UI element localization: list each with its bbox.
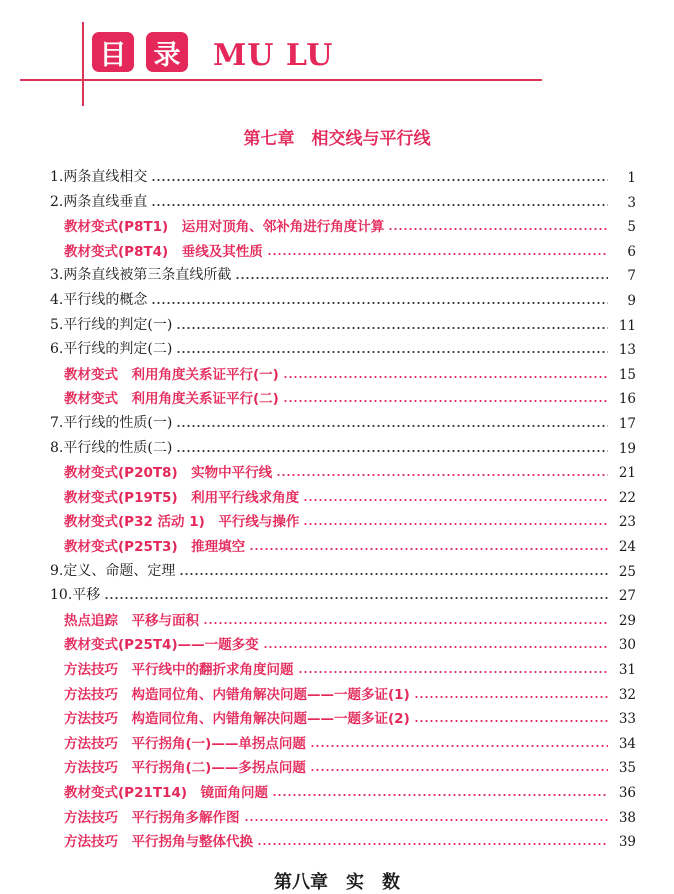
toc-entry[interactable] [64,631,636,653]
toc-entry-page: 5 [627,219,636,236]
chapter-8-heading: 第八章 实 数 [274,872,400,893]
toc-entry[interactable] [64,828,636,850]
toc-entry[interactable] [64,730,636,752]
header-horizontal-rule [20,79,542,81]
toc-entry-page: 36 [618,785,636,801]
toc-entry-label: 方法技巧 平行拐角与整体代换 [64,834,253,851]
toc-entry-label: 教材变式(P21T14) 镜面角问题 [64,785,269,801]
toc-entry-page: 27 [618,588,636,605]
toc-entry-page: 3 [627,194,636,211]
toc-entry[interactable] [64,656,636,678]
toc-entry[interactable] [50,410,636,432]
leader-dots [310,745,608,747]
toc-entry-label: 1.两条直线相交 [50,169,148,185]
toc-entry[interactable] [64,681,636,703]
toc-entry[interactable] [64,459,636,481]
leader-dots [267,253,608,255]
toc-entry[interactable] [50,582,636,604]
leader-dots [176,327,608,329]
toc-entry-page: 38 [618,809,636,826]
toc-entry-page: 9 [627,293,636,309]
toc-entry[interactable] [50,336,636,358]
toc-entry[interactable] [50,189,636,211]
toc-entry-label: 热点追踪 平移与面积 [64,612,199,629]
toc-entry-page: 25 [618,563,636,580]
toc-entry-label: 教材变式(P20T8) 实物中平行线 [64,465,273,482]
toc-entry-label: 3.两条直线被第三条直线所截 [50,267,232,284]
toc-entry-label: 教材变式(P25T4)——一题多变 [64,637,259,654]
toc-entry-label: 2.两条直线垂直 [50,193,148,210]
toc-entry-page: 11 [618,317,636,334]
toc-entry-page: 13 [618,342,636,359]
toc-entry-page: 21 [618,465,636,482]
toc-entry[interactable] [64,385,636,407]
leader-dots [151,302,608,304]
leader-dots [310,769,608,771]
toc-entry-label: 方法技巧 构造同位角、内错角解决问题——一题多证(1) [64,686,410,703]
toc-entry-page: 29 [618,612,636,629]
toc-entry-label: 教材变式(P8T4) 垂线及其性质 [64,243,263,260]
leader-dots [414,696,608,698]
toc-entry[interactable] [50,312,636,334]
leader-dots [283,400,608,402]
toc-entry[interactable] [64,238,636,260]
toc-entry[interactable] [64,804,636,826]
leader-dots [303,499,608,501]
title-badge-lu: 录 [146,32,188,72]
toc-entry-page: 16 [618,391,636,408]
toc-entry-label: 方法技巧 平行拐角多解作图 [64,809,240,826]
leader-dots [176,450,608,452]
leader-dots [151,179,608,181]
toc-entry[interactable] [50,287,636,309]
toc-entry-page: 35 [618,760,636,777]
leader-dots [283,376,608,378]
leader-dots [244,819,609,821]
toc-entry[interactable] [64,213,636,235]
toc-entry-page: 23 [618,514,636,531]
toc-entry-label: 方法技巧 平行拐角(二)——多拐点问题 [64,760,306,777]
leader-dots [298,671,609,673]
toc-entry-page: 32 [618,686,636,703]
toc-entry-label: 教材变式 利用角度关系证平行(二) [64,391,279,408]
toc-entry[interactable] [64,361,636,383]
toc-entry-label: 教材变式 利用角度关系证平行(一) [64,366,279,383]
toc-entry-label: 5.平行线的判定(一) [50,316,173,333]
toc-entry-page: 1 [627,170,636,186]
leader-dots [263,646,608,648]
toc-entry-page: 34 [618,735,636,752]
leader-dots [276,474,608,476]
page-title: MU LU [213,38,334,73]
leader-dots [203,622,608,624]
chapter-7-heading: 第七章 相交线与平行线 [243,129,431,149]
header [0,0,674,110]
toc-entry[interactable] [50,262,636,284]
toc-entry[interactable] [64,607,636,629]
toc-entry-label: 方法技巧 平行线中的翻折求角度问题 [64,662,294,678]
toc-entry-label: 9.定义、命题、定理 [50,562,176,579]
toc-entry[interactable] [50,435,636,457]
toc-entry[interactable] [50,558,636,580]
toc-entry-page: 31 [618,662,636,678]
toc-entry-page: 15 [618,366,636,383]
leader-dots [179,573,608,575]
toc-entry-label: 教材变式(P8T1) 运用对顶角、邻补角进行角度计算 [64,219,385,236]
leader-dots [303,523,608,525]
toc-entry-label: 4.平行线的概念 [50,292,148,308]
toc-entry-page: 24 [618,539,636,555]
leader-dots [257,843,608,845]
toc-entry-page: 33 [618,711,636,728]
leader-dots [176,425,608,427]
toc-entry[interactable] [64,508,636,530]
toc-entry-label: 教材变式(P19T5) 利用平行线求角度 [64,489,300,506]
toc-entry-page: 6 [627,243,636,260]
toc-entry[interactable] [64,705,636,727]
leader-dots [249,548,608,550]
toc-entry-label: 6.平行线的判定(二) [50,341,173,358]
toc-entry-label: 方法技巧 平行拐角(一)——单拐点问题 [64,735,306,752]
leader-dots [176,351,608,353]
toc-entry-page: 30 [618,637,636,654]
toc-entry-label: 10.平移 [50,587,101,604]
leader-dots [272,794,608,796]
toc-entry-page: 17 [618,416,636,432]
toc-entry-page: 39 [618,834,636,851]
toc-entry-label: 教材变式(P25T3) 推理填空 [64,539,246,555]
toc-entry[interactable] [64,484,636,506]
toc-entry-label: 8.平行线的性质(二) [50,439,173,456]
toc-entry-label: 教材变式(P32 活动 1) 平行线与操作 [64,514,300,531]
leader-dots [104,597,608,599]
leader-dots [414,720,608,722]
toc-entry[interactable] [64,533,636,555]
leader-dots [235,277,608,279]
toc-entry-page: 22 [618,489,636,506]
leader-dots [151,204,608,206]
leader-dots [388,228,608,230]
header-vertical-rule [82,22,84,106]
toc-entry[interactable] [64,779,636,801]
toc-entry-page: 7 [627,268,636,285]
toc-entry[interactable] [64,754,636,776]
title-badge-mu: 目 [92,32,134,72]
toc-entry-label: 方法技巧 构造同位角、内错角解决问题——一题多证(2) [64,711,410,728]
toc-entry-page: 19 [618,440,636,457]
toc-entry[interactable] [50,164,636,186]
toc-entry-label: 7.平行线的性质(一) [50,415,173,431]
